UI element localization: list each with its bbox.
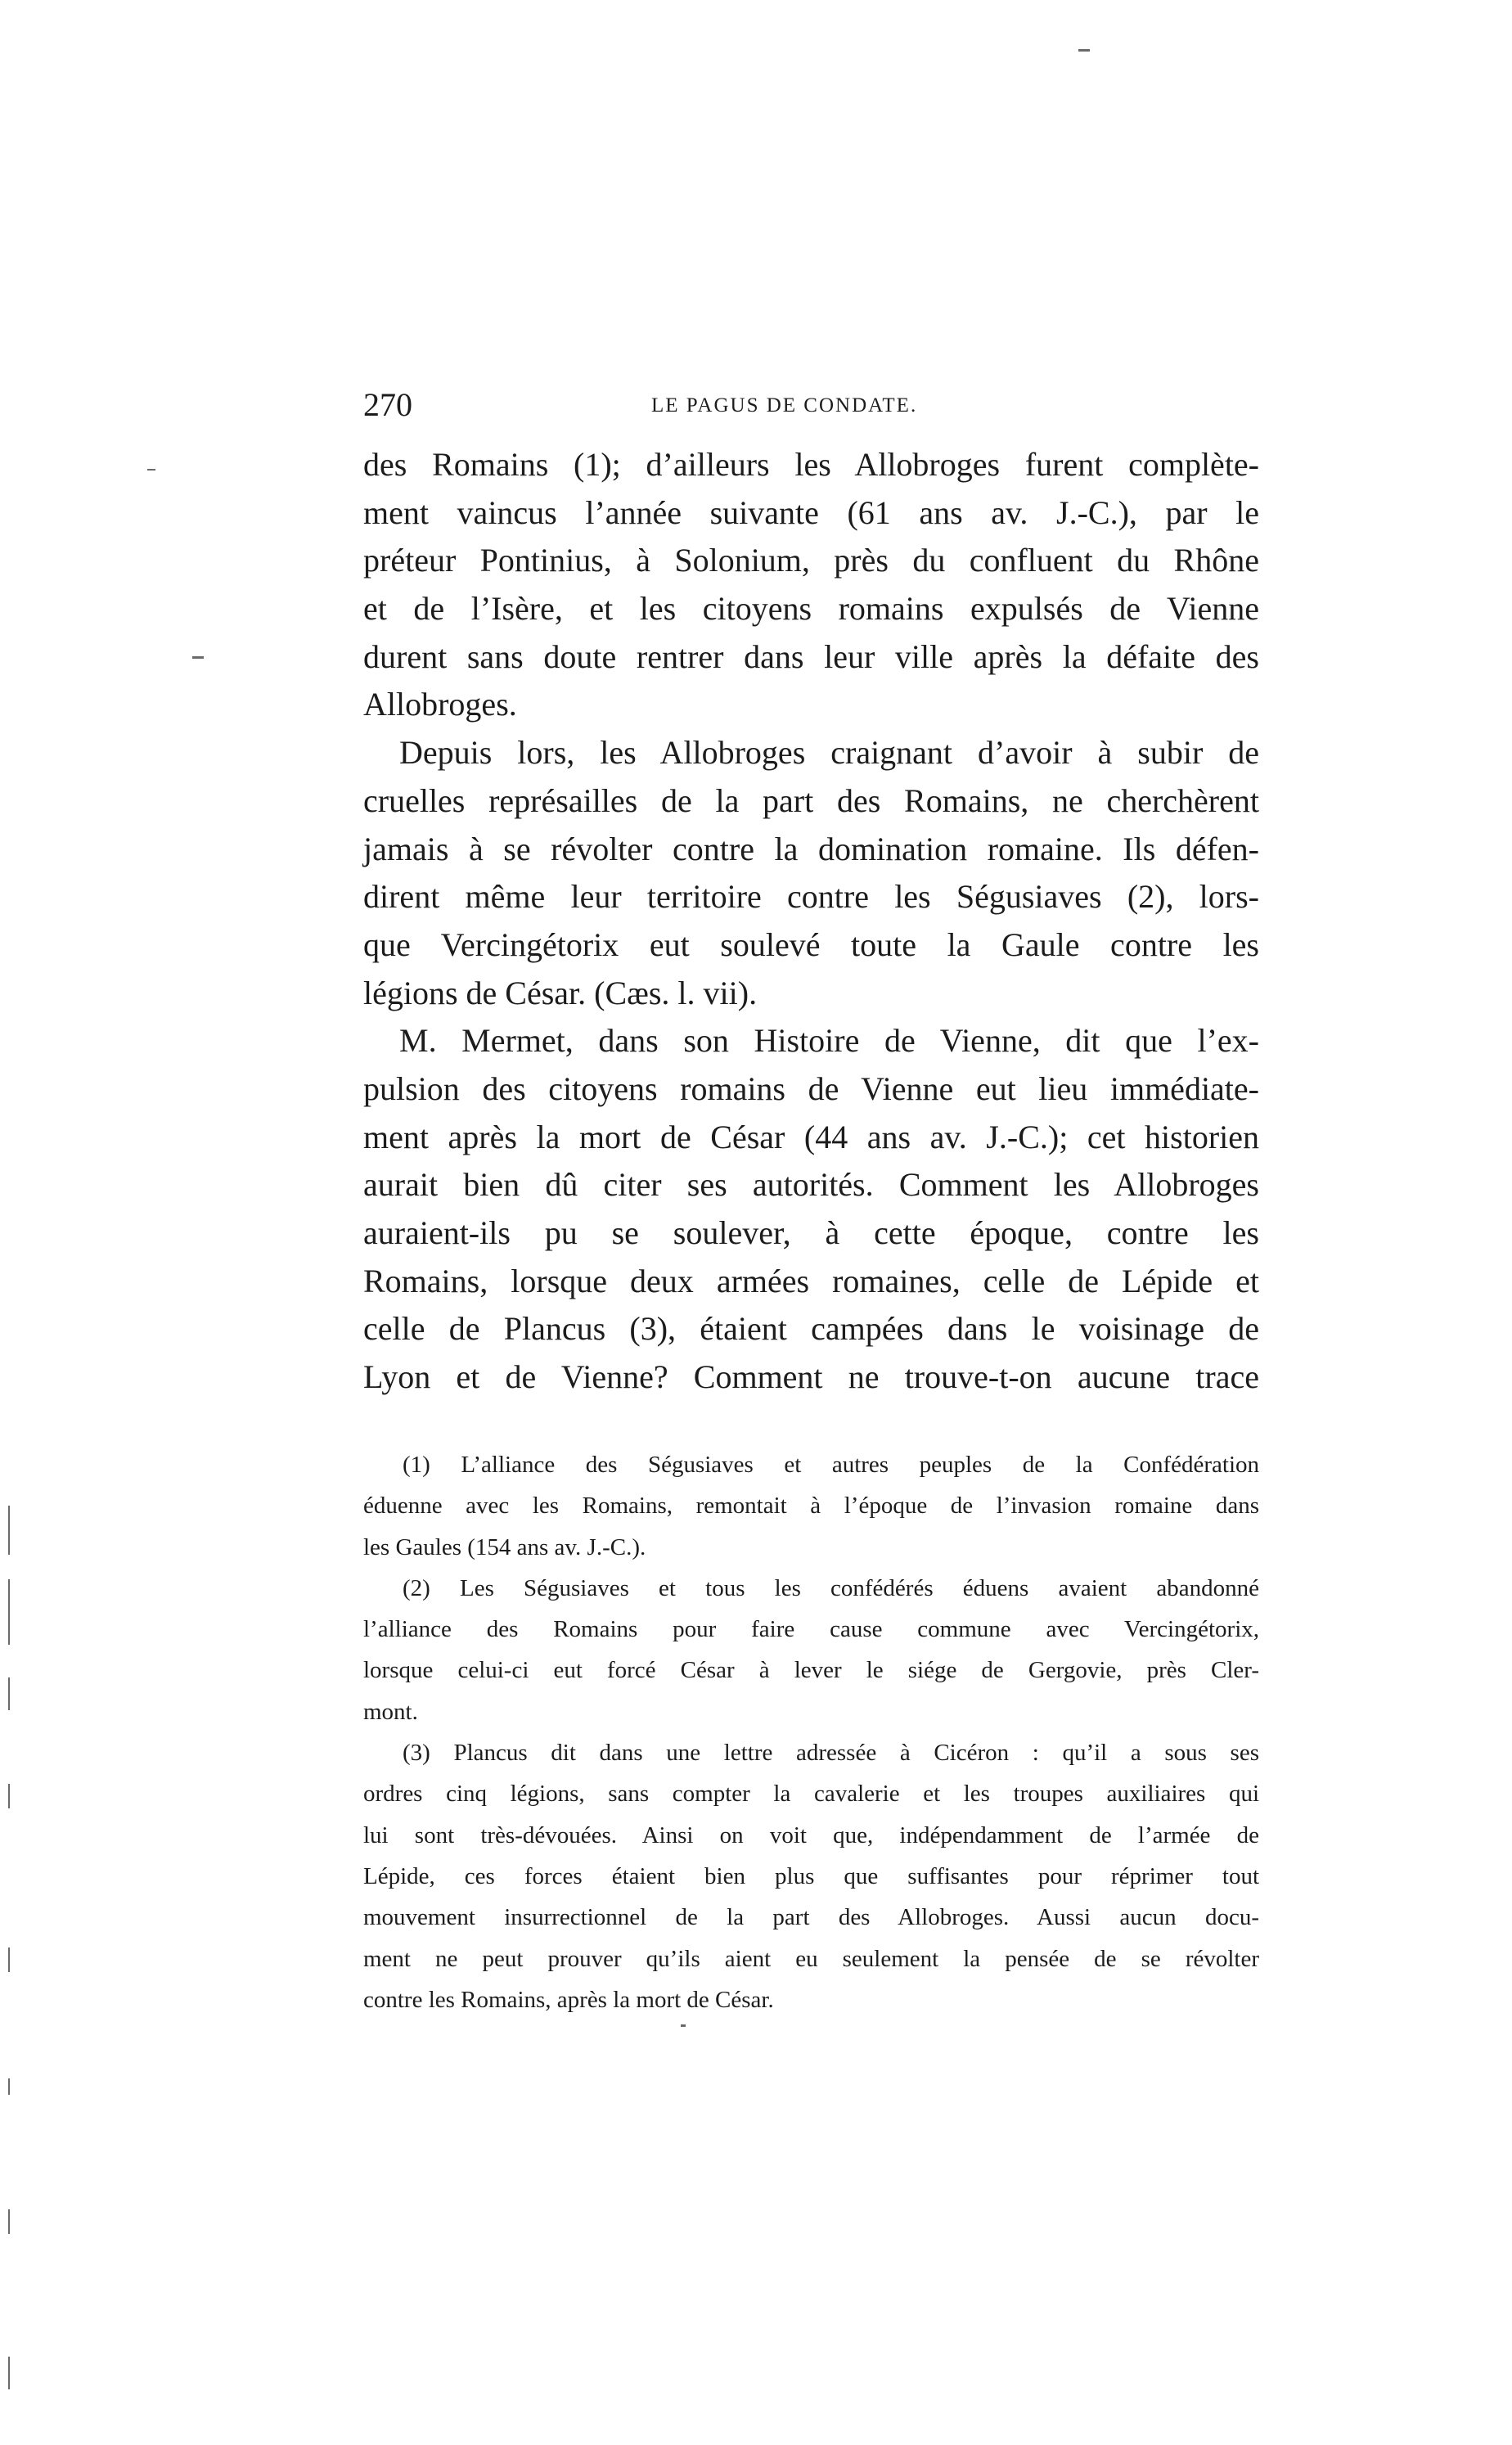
- footnote-line: (3) Plancus dit dans une lettre adressée à Cicéron : qu’il a sous ses: [403, 1740, 1259, 1767]
- text-line: jamais à se révolter contre la domination romaine. Ils défen-: [363, 830, 1259, 867]
- scan-mark: [8, 1947, 10, 1972]
- scan-mark: [8, 1677, 10, 1710]
- text-line: préteur Pontinius, à Solonium, près du confluent du Rhône: [363, 542, 1259, 579]
- text-line: Romains, lorsque deux armées romaines, celle de Lépide et: [363, 1262, 1259, 1299]
- text-line: dirent même leur territoire contre les Ségusiaves (2), lors-: [363, 878, 1259, 916]
- scan-speck: [681, 2024, 686, 2027]
- text-line: durent sans doute rentrer dans leur ville après la défaite des: [363, 637, 1259, 675]
- text-line: Depuis lors, les Allobroges craignant d’avoir à subir de: [399, 734, 1259, 772]
- page-header: [363, 385, 1296, 426]
- text-line: ment vaincus l’année suivante (61 ans av. J.-C.), par le: [363, 493, 1259, 531]
- footnote-line: lorsque celui-ci eut forcé César à lever le siége de Gergovie, près Cler-: [363, 1657, 1259, 1684]
- text-line: M. Mermet, dans son Histoire de Vienne, dit que l’ex-: [399, 1022, 1259, 1060]
- footnote-line: (2) Les Ségusiaves et tous les confédérés éduens avaient abandonné: [403, 1574, 1259, 1601]
- scan-mark: [8, 2357, 10, 2389]
- scan-speck: [192, 656, 204, 659]
- footnote-line: contre les Romains, après la mort de César.: [363, 1986, 774, 2013]
- footnote-line: Lépide, ces forces étaient bien plus que suffisantes pour réprimer tout: [363, 1862, 1259, 1889]
- running-title: LE PAGUS DE CONDATE.: [651, 394, 918, 417]
- text-line: légions de César. (Cæs. l. vii).: [363, 974, 758, 1011]
- footnote-line: lui sont très-dévouées. Ainsi on voit que, indépendamment de l’armée de: [363, 1821, 1259, 1848]
- text-line: et de l’Isère, et les citoyens romains expulsés de Vienne: [363, 590, 1259, 628]
- text-line: pulsion des citoyens romains de Vienne eut lieu immédiate-: [363, 1069, 1259, 1107]
- text-line: que Vercingétorix eut soulevé toute la Gaule contre les: [363, 925, 1259, 963]
- text-line: ment après la mort de César (44 ans av. J.-C.); cet historien: [363, 1118, 1259, 1155]
- footnote-line: l’alliance des Romains pour faire cause commune avec Vercingétorix,: [363, 1616, 1259, 1643]
- text-line: Allobroges.: [363, 686, 517, 723]
- page-number: 270: [363, 386, 412, 423]
- text-line: des Romains (1); d’ailleurs les Allobroges furent complète-: [363, 446, 1259, 483]
- footnote-line: mouvement insurrectionnel de la part des Allobroges. Aussi aucun docu-: [363, 1904, 1259, 1931]
- text-line: Lyon et de Vienne? Comment ne trouve-t-on aucune trace: [363, 1358, 1259, 1396]
- footnote-line: éduenne avec les Romains, remontait à l’époque de l’invasion romaine dans: [363, 1493, 1259, 1520]
- scan-mark: [8, 2209, 10, 2234]
- text-line: aurait bien dû citer ses autorités. Comment les Allobroges: [363, 1166, 1259, 1204]
- footnotes: [363, 1444, 1259, 2020]
- footnote-line: (1) L’alliance des Ségusiaves et autres peuples de la Confédération: [403, 1452, 1259, 1478]
- footnote-line: ordres cinq légions, sans compter la cavalerie et les troupes auxiliaires qui: [363, 1781, 1259, 1808]
- text-line: auraient-ils pu se soulever, à cette époque, contre les: [363, 1214, 1259, 1251]
- scan-mark: [8, 1506, 10, 1555]
- scan-mark: [8, 2078, 10, 2095]
- scan-speck: [147, 469, 155, 471]
- text-line: cruelles représailles de la part des Romains, ne cherchèrent: [363, 781, 1259, 819]
- scan-mark: [8, 1579, 10, 1645]
- footnote-line: mont.: [363, 1698, 418, 1725]
- text-line: celle de Plancus (3), étaient campées dans le voisinage de: [363, 1310, 1259, 1348]
- scan-speck: [1078, 49, 1090, 52]
- scan-mark: [8, 1784, 10, 1808]
- footnote-line: les Gaules (154 ans av. J.-C.).: [363, 1533, 646, 1560]
- footnote-line: ment ne peut prouver qu’ils aient eu seulement la pensée de se révolter: [363, 1945, 1259, 1972]
- main-text: [363, 441, 1259, 1402]
